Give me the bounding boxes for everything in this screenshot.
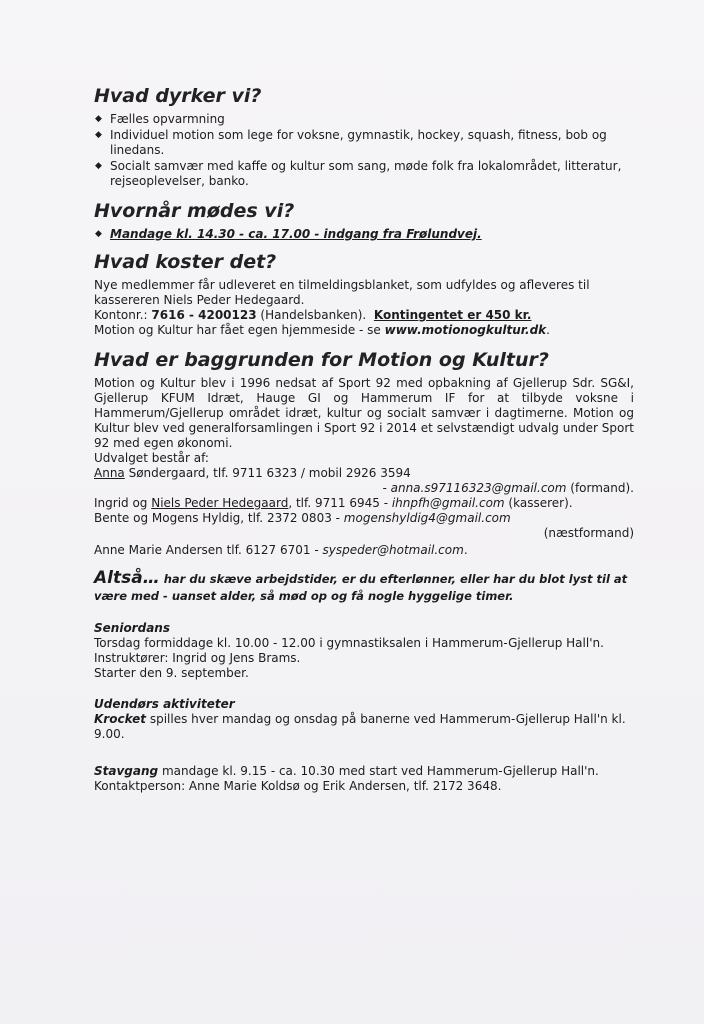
invitation-text <box>94 570 634 605</box>
committee-member-2 <box>94 496 634 511</box>
member-prefix: Ingrid og <box>94 496 152 510</box>
member-contact: Bente og Mogens Hyldig, tlf. 2372 0803 - <box>94 511 344 525</box>
member-role: (kasserer). <box>504 496 573 510</box>
croquet-line <box>94 712 634 742</box>
cost-text: Nye medlemmer får udleveret en tilmeldingsblanket, som udfyldes og afleveres til kassereren Niels Peder Hedegaard. <box>94 278 590 307</box>
invitation-word: Altså… <box>94 568 160 588</box>
when-list <box>94 227 634 242</box>
list-item: ◆ Individuel motion som lege for voksne, gymnastik, hockey, squash, fitness, bob og linedans. <box>94 128 634 158</box>
senior-dance-title: Seniordans <box>94 621 170 635</box>
account-label: Kontonr.: <box>94 308 148 322</box>
document-content <box>94 84 634 794</box>
account-line <box>94 308 634 323</box>
background-text: Motion og Kultur blev i 1996 nedsat af Sport 92 med opbakning af Gjellerup Sdr. SG&I, Gjellerup KFUM Idræt, Hauge GI og Hammerum IF for at tilbyde voksne i Hammerum/Gjellerup området idræt, kultur og socialt samvær i dagtimerne. Motion og Kultur blev ved generalforsamlingen i Sport 92 i 2014 et selvstændigt udvalg under Sport 92 med egen økonomi. <box>94 376 634 450</box>
committee-member-1 <box>94 466 634 481</box>
nordic-walking-line <box>94 764 634 779</box>
member-contact: Anne Marie Andersen tlf. 6127 6701 - <box>94 543 323 557</box>
section-title-when: Hvornår mødes vi? <box>94 200 295 222</box>
list-item: ◆ Socialt samvær med kaffe og kultur som sang, møde folk fra lokalområdet, litteratur, rejseoplevelser, banko. <box>94 159 634 189</box>
committee-member-3 <box>94 511 634 526</box>
member-suffix: . <box>463 543 468 557</box>
account-number: 7616 - 4200123 <box>151 308 257 322</box>
member-name: Anna <box>94 466 125 480</box>
invitation-body: har du skæve arbejdstider, er du efterlønner, eller har du blot lyst til at være med - uanset alder, så mød op og få nogle hyggelige timer. <box>94 572 628 603</box>
member-name: Niels Peder Hedegaard <box>151 496 289 510</box>
committee-member-1-email-line <box>94 481 634 496</box>
member-email[interactable]: syspeder@hotmail.com <box>322 543 464 557</box>
member-role: (næstformand) <box>543 526 634 540</box>
website-prefix: Motion og Kultur har fået egen hjemmeside - se <box>94 323 381 337</box>
activities-list <box>94 112 634 189</box>
croquet-word: Krocket <box>94 712 147 726</box>
senior-dance-start: Starter den 9. september. <box>94 666 249 680</box>
bank-name: (Handelsbanken). <box>260 308 367 322</box>
senior-dance-instructors: Instruktører: Ingrid og Jens Brams. <box>94 651 301 665</box>
nordic-walking-word: Stavgang <box>94 764 159 778</box>
member-email[interactable]: ihnpfh@gmail.com <box>391 496 505 510</box>
section-title-background: Hvad er baggrunden for Motion og Kultur? <box>94 349 549 371</box>
member-contact: Søndergaard, tlf. 9711 6323 / mobil 2926 3594 <box>124 466 411 480</box>
list-item: ◆ Fælles opvarmning <box>94 112 634 127</box>
membership-fee: Kontingentet er 450 kr. <box>373 308 532 322</box>
website-line <box>94 323 634 338</box>
nordic-walking-text: mandage kl. 9.15 - ca. 10.30 med start ved Hammerum-Gjellerup Hall'n. <box>158 764 599 778</box>
meeting-time: Mandage kl. 14.30 - ca. 17.00 - indgang fra Frølundvej. <box>110 227 482 241</box>
committee-member-4 <box>94 543 634 558</box>
committee-heading: Udvalget består af: <box>94 451 209 465</box>
committee-member-3-role-line <box>94 526 634 541</box>
member-email[interactable]: mogenshyldig4@gmail.com <box>343 511 511 525</box>
section-title-cost: Hvad koster det? <box>94 251 277 273</box>
senior-dance-time: Torsdag formiddage kl. 10.00 - 12.00 i gymnastiksalen i Hammerum-Gjellerup Hall'n. <box>94 636 604 650</box>
member-email[interactable]: - anna.s97116323@gmail.com <box>382 481 567 495</box>
outdoor-title: Udendørs aktiviteter <box>94 697 235 711</box>
member-role: (formand). <box>566 481 634 495</box>
website-suffix: . <box>546 323 550 337</box>
section-title-activities: Hvad dyrker vi? <box>94 85 262 107</box>
croquet-text: spilles hver mandag og onsdag på banerne ved Hammerum-Gjellerup Hall'n kl. 9.00. <box>94 712 626 741</box>
website-link[interactable]: www.motionogkultur.dk <box>384 323 547 337</box>
member-contact: , tlf. 9711 6945 - <box>288 496 392 510</box>
contact-line: Kontaktperson: Anne Marie Koldsø og Erik Andersen, tlf. 2172 3648. <box>94 779 502 793</box>
list-item <box>94 227 634 242</box>
